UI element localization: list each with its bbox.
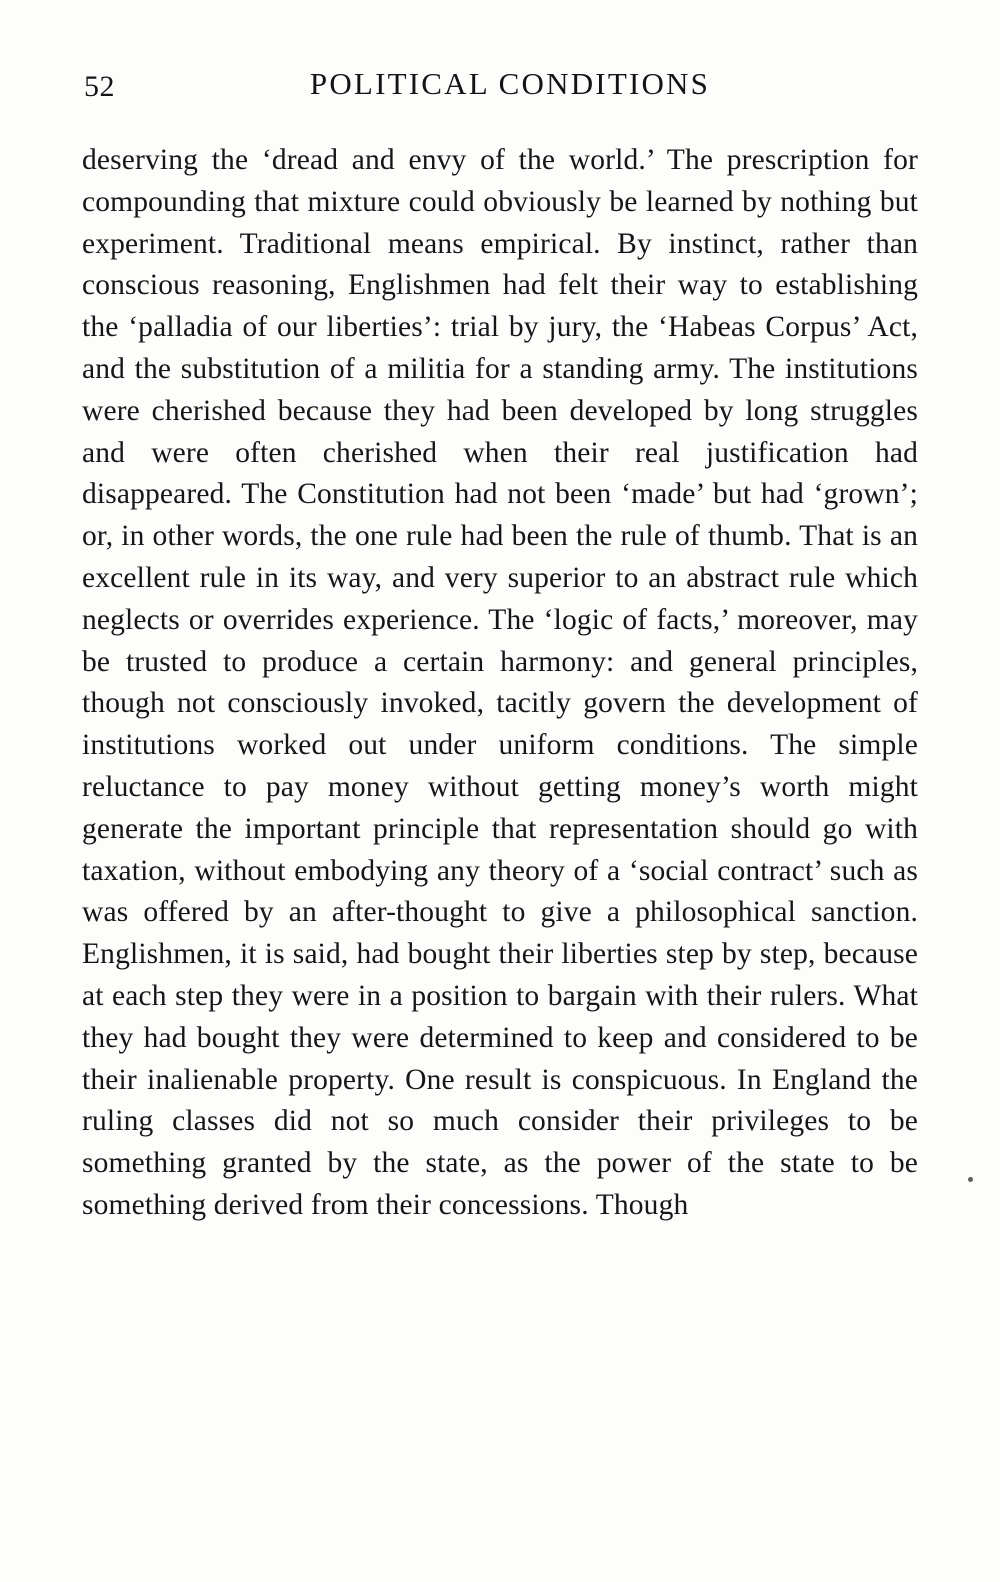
- running-title: POLITICAL CONDITIONS: [309, 66, 711, 101]
- page-header: [84, 66, 916, 110]
- body-text: [82, 140, 918, 1227]
- page-number: 52: [84, 70, 115, 103]
- page-speck: [968, 1177, 973, 1182]
- body-paragraph: deserving the ‘dread and envy of the world.’ The prescription for compounding that mixture could obviously be learned by nothing but experiment. Traditional means empirical. By instinct, rather than conscious reasoning, Englishmen had felt their way to establishing the ‘palladia of our liberties’: trial by jury, the ‘Habeas Corpus’ Act, and the substitution of a militia for a standing army. The institutions were cherished because they had been developed by long struggles and were often cherished when their real justification had disappeared. The Constitution had not been ‘made’ but had ‘grown’; or, in other words, the one rule had been the rule of thumb. That is an excellent rule in its way, and very superior to an abstract rule which neglects or overrides experience. The ‘logic of facts,’ moreover, may be trusted to produce a certain harmony: and general principles, though not consciously invoked, tacitly govern the development of institutions worked out under uniform conditions. The simple reluctance to pay money without getting money’s worth might generate the important principle that representation should go with taxation, without embodying any theory of a ‘social contract’ such as was offered by an after-thought to give a philosophical sanction. Englishmen, it is said, had bought their liberties step by step, because at each step they were in a position to bargain with their rulers. What they had bought they were determined to keep and considered to be their inalienable property. One result is conspicuous. In England the ruling classes did not so much consider their privileges to be something granted by the state, as the power of the state to be something derived from their concessions. Though: [82, 144, 918, 1221]
